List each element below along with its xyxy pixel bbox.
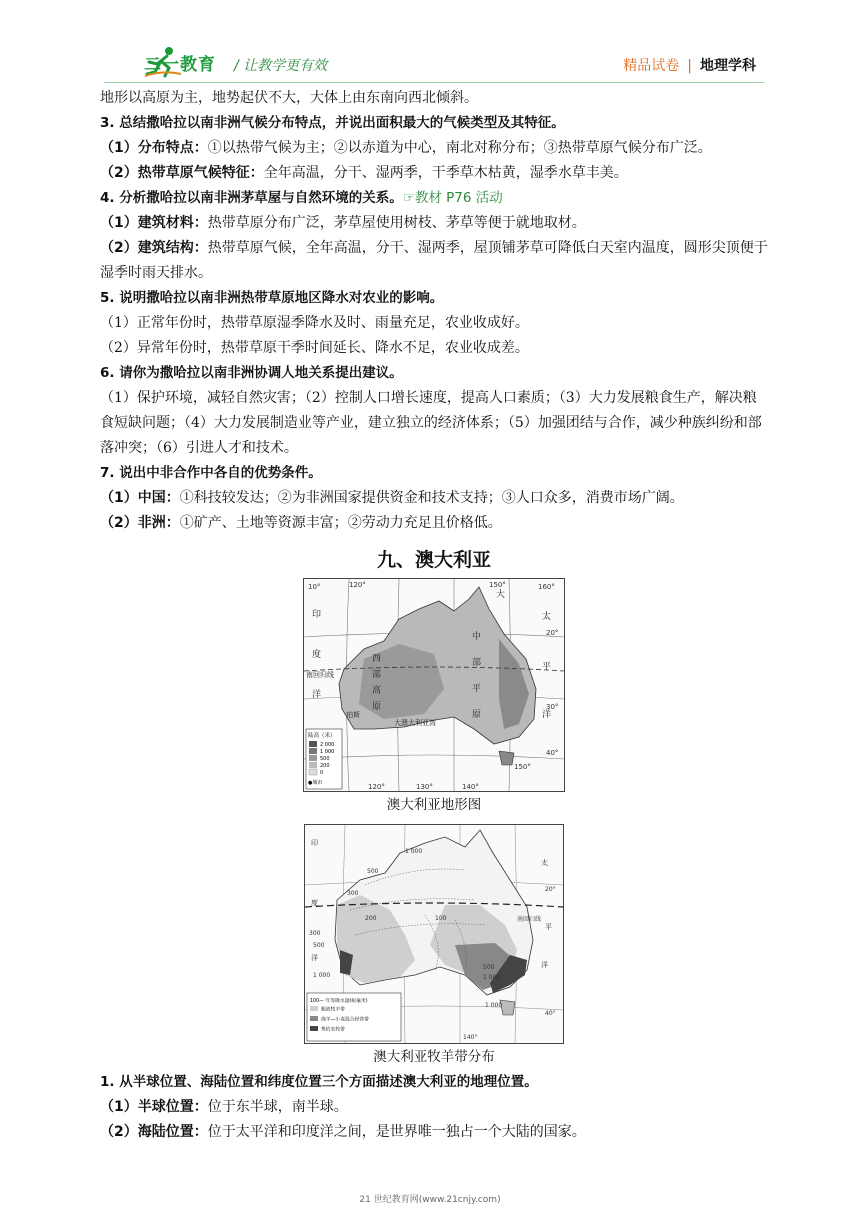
isohyet-label: 500 xyxy=(367,868,379,875)
plateau-label: 部 xyxy=(372,670,382,680)
logo-text: 二一教育 xyxy=(144,55,216,75)
legend-item: 100— 年等降水量线(毫米) xyxy=(310,999,368,1004)
isohyet-label: 500 xyxy=(483,964,495,971)
lat-label: 40° xyxy=(545,1010,556,1017)
document-body xyxy=(100,86,768,1145)
question-heading xyxy=(100,186,768,211)
plain-label: 平 xyxy=(472,684,482,694)
isohyet-label: 300 xyxy=(309,930,321,937)
answer-line xyxy=(100,211,768,236)
lon-label: 160° xyxy=(538,583,555,591)
question-text: 4. 分析撒哈拉以南非洲茅草屋与自然环境的关系。 xyxy=(100,190,403,206)
tropic-label: 南回归线 xyxy=(517,916,542,923)
question-heading: 6. 请你为撒哈拉以南非洲协调人地关系提出建议。 xyxy=(100,365,403,381)
isohyet-label: 1 000 xyxy=(485,1002,503,1009)
legend-item: 绵羊—小麦混合经营带 xyxy=(321,1017,369,1023)
answer-line xyxy=(100,161,768,186)
answer-text: ①以热带气候为主；②以赤道为中心，南北对称分布；③热带草原气候分布广泛。 xyxy=(207,140,712,156)
answer-label: （1）中国： xyxy=(100,490,180,506)
lat-label: 20° xyxy=(545,886,556,893)
legend-item: 500 xyxy=(320,756,330,762)
terrain-legend xyxy=(306,729,342,789)
ocean-label: 平 xyxy=(542,662,552,672)
answer-text: ①矿产、土地等资源丰富；②劳动力充足且价格低。 xyxy=(179,515,502,531)
answer-label: （2）热带草原气候特征： xyxy=(100,165,264,181)
city-label: 珀斯 xyxy=(346,711,360,719)
answer-text: 全年高温，分干、湿两季，干季草木枯黄，湿季水草丰美。 xyxy=(263,165,628,181)
answer-label: （1）建筑材料： xyxy=(100,215,208,231)
answer-line xyxy=(100,511,768,536)
tasmania-shape xyxy=(500,1000,515,1015)
plateau-label: 原 xyxy=(372,702,382,712)
lat-label: 30° xyxy=(546,703,559,711)
answer-line: （1）正常年份时，热带草原湿季降水及时、雨量充足，农业收成好。 xyxy=(100,315,529,331)
legend-item: 2 000 xyxy=(320,742,335,748)
isohyet-label: 200 xyxy=(365,915,377,922)
lon-label: 140° xyxy=(463,1034,478,1041)
answer-label: （1）半球位置： xyxy=(100,1099,208,1115)
lon-label: 150° xyxy=(514,763,531,771)
australia-sheep-belt-map xyxy=(304,824,564,1044)
ocean-label: 太 xyxy=(542,612,552,622)
answer-line xyxy=(100,136,768,161)
legend-item: 200 xyxy=(320,763,330,769)
range-label: 大 xyxy=(496,590,506,600)
sheep-map-svg xyxy=(305,825,563,1043)
lat-label: 20° xyxy=(546,629,559,637)
answer-label: （2）建筑结构： xyxy=(100,240,208,256)
tasmania-shape xyxy=(499,751,514,765)
isohyet-label: 300 xyxy=(347,890,359,897)
figure-caption: 澳大利亚牧羊带分布 xyxy=(373,1049,495,1065)
answer-line xyxy=(100,236,768,286)
legend-item: 集约农牧带 xyxy=(321,1027,345,1033)
header-exam-label: 精品试卷 xyxy=(623,58,680,74)
australia-terrain-map xyxy=(303,578,565,792)
legend-item: 粗放牧羊带 xyxy=(321,1007,345,1013)
header-subject-label: 地理学科 xyxy=(700,58,756,74)
legend-item: ●城市 xyxy=(308,780,323,786)
ocean-label: 印 xyxy=(312,610,322,620)
question-heading: 1. 从半球位置、海陆位置和纬度位置三个方面描述澳大利亚的地理位置。 xyxy=(100,1074,538,1090)
plain-label: 中 xyxy=(472,632,482,642)
answer-label: （2）海陆位置： xyxy=(100,1124,208,1140)
plateau-label: 西 xyxy=(372,654,382,664)
plateau-label: 高 xyxy=(372,686,382,696)
isohyet-label: 1 000 xyxy=(313,972,331,979)
question-heading: 3. 总结撒哈拉以南非洲气候分布特点，并说出面积最大的气候类型及其特征。 xyxy=(100,115,565,131)
section-title: 九、澳大利亚 xyxy=(376,549,491,571)
ocean-label: 度 xyxy=(312,650,322,660)
terrain-map-svg xyxy=(304,579,564,791)
header-slogan: / 让教学更有效 xyxy=(234,58,328,74)
lon-label: 130° xyxy=(416,783,433,791)
page-footer: 21 世纪教育网(www.21cnjy.com) xyxy=(359,1195,501,1205)
legend-item: 1 000 xyxy=(320,749,335,755)
answer-label: （1）分布特点： xyxy=(100,140,208,156)
isohyet-label: 100 xyxy=(435,915,447,922)
answer-text: 热带草原气候，全年高温，分干、湿两季，屋顶铺茅草可降低白天室内温度，圆形尖顶便于湿季时雨天排水。 xyxy=(100,240,768,281)
isohyet-label: 500 xyxy=(313,942,325,949)
ocean-label: 洋 xyxy=(312,690,322,700)
plain-label: 部 xyxy=(472,658,482,668)
textbook-reference: ☞教材 P76 活动 xyxy=(402,190,503,206)
ocean-label: 印 xyxy=(311,839,318,847)
answer-label: （2）非洲： xyxy=(100,515,180,531)
answer-text: ①科技较发达；②为非洲国家提供资金和技术支持；③人口众多，消费市场广阔。 xyxy=(179,490,684,506)
answer-line: （2）异常年份时，热带草原干季时间延长、降水不足，农业收成差。 xyxy=(100,340,529,356)
header-separator: | xyxy=(687,58,692,74)
answer-line: （1）保护环境，减轻自然灾害；（2）控制人口增长速度，提高人口素质；（3）大力发展粮食生产，解决粮食短缺问题；（4）大力发展制造业等产业，建立独立的经济体系；（5）加强团结与合作，减少种族纠纷和部落冲突；（6）引进人才和技术。 xyxy=(100,390,762,456)
question-heading: 5. 说明撒哈拉以南非洲热带草原地区降水对农业的影响。 xyxy=(100,290,444,306)
lat-label: 40° xyxy=(546,749,559,757)
answer-text: 位于东半球，南半球。 xyxy=(207,1099,348,1115)
legend-item: 0 xyxy=(320,770,324,776)
bight-label: 大澳大利亚湾 xyxy=(394,719,436,727)
header-divider xyxy=(104,82,764,83)
figure-caption: 澳大利亚地形图 xyxy=(386,797,482,813)
ocean-label: 洋 xyxy=(541,961,548,969)
answer-line xyxy=(100,486,768,511)
header-right xyxy=(623,55,756,75)
answer-line xyxy=(100,1095,768,1120)
lat-label: 10° xyxy=(308,583,321,591)
plain-label: 原 xyxy=(472,710,482,720)
lon-label: 150° xyxy=(489,581,506,589)
answer-line xyxy=(100,1120,768,1145)
ocean-label: 洋 xyxy=(311,954,318,962)
isohyet-label: 1 000 xyxy=(405,848,423,855)
sheep-legend xyxy=(307,993,401,1041)
legend-title: 陆高（米） xyxy=(308,733,336,739)
ocean-label: 洋 xyxy=(542,710,552,720)
answer-text: 位于太平洋和印度洋之间，是世界唯一独占一个大陆的国家。 xyxy=(207,1124,586,1140)
ocean-label: 度 xyxy=(311,899,318,907)
lon-label: 120° xyxy=(368,783,385,791)
tropic-label: 南回归线 xyxy=(306,671,334,679)
text-line: 地形以高原为主，地势起伏不大，大体上由东南向西北倾斜。 xyxy=(100,90,478,106)
page-header xyxy=(104,46,764,82)
lon-label: 140° xyxy=(462,783,479,791)
ocean-label: 太 xyxy=(541,859,548,867)
question-heading: 7. 说出中非合作中各自的优势条件。 xyxy=(100,465,322,481)
ocean-label: 平 xyxy=(545,923,552,931)
isohyet-label: 1 000 xyxy=(483,974,501,981)
lon-label: 120° xyxy=(349,581,366,589)
answer-text: 热带草原分布广泛，茅草屋使用树枝、茅草等便于就地取材。 xyxy=(207,215,586,231)
